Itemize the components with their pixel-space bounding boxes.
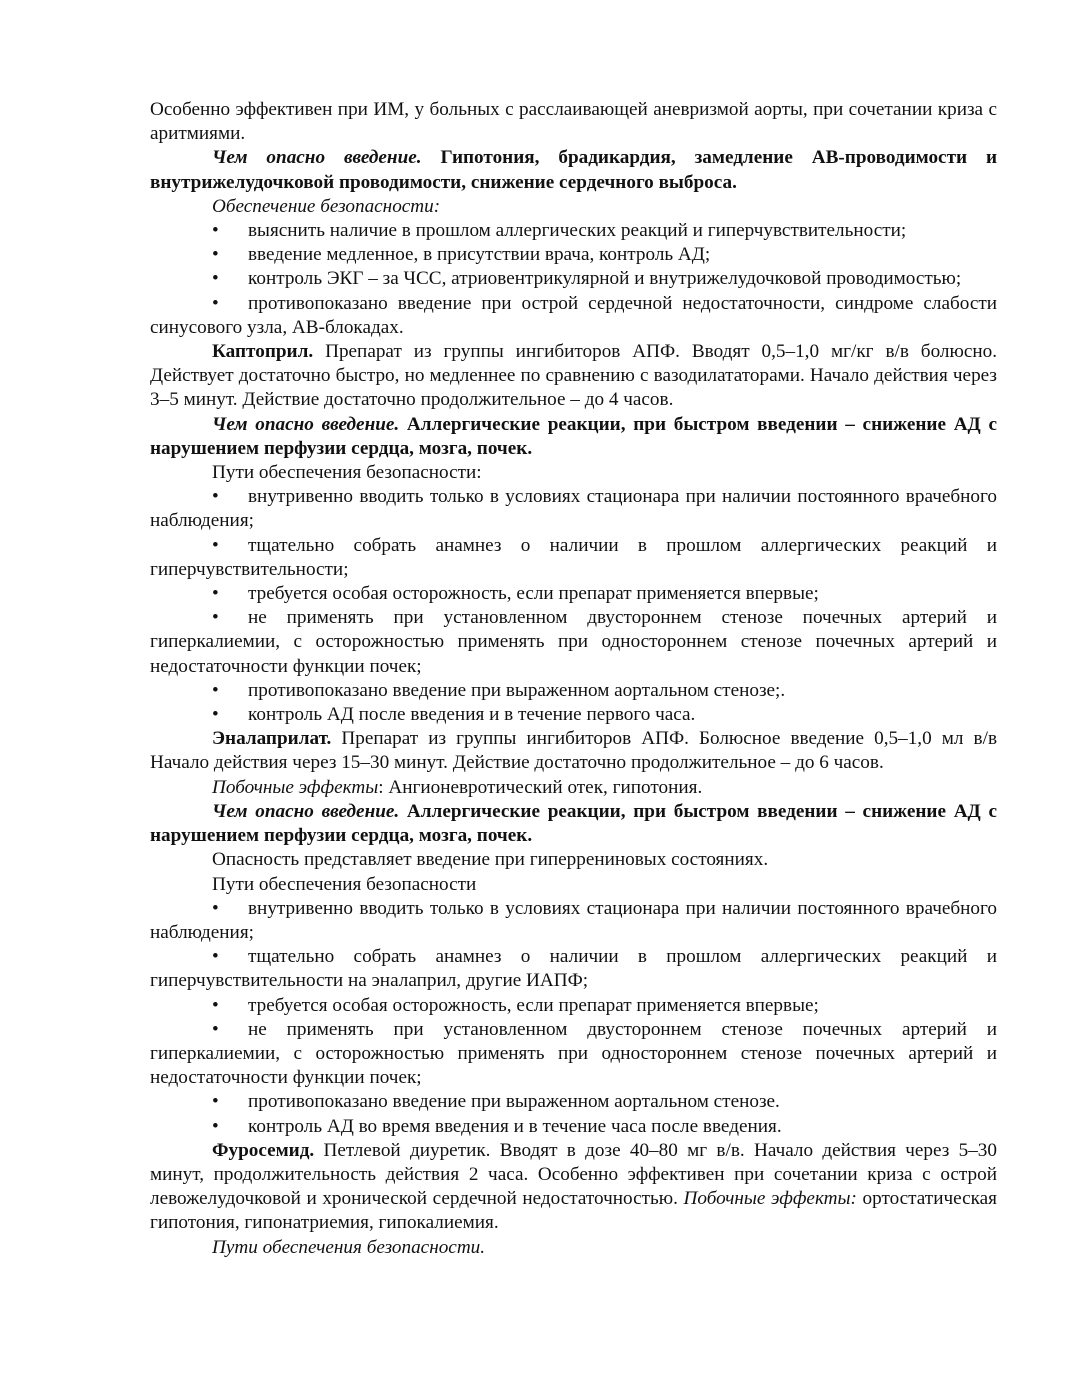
- danger-paragraph: [150, 413, 997, 461]
- list-item: [150, 897, 997, 945]
- list-item: [150, 945, 997, 993]
- side-effects-label: Побочные эффекты: [212, 776, 379, 798]
- list-item-text: внутривенно вводить только в условиях стационара при наличии постоянного врачебного наблюдения;: [150, 897, 997, 943]
- list-item: [150, 243, 997, 267]
- bullet: •: [212, 946, 219, 968]
- side-effects-label: Побочные эффекты:: [683, 1188, 857, 1210]
- danger-text: Гипотония, брадикардия, замедление АВ-проводимости и внутрижелудочковой проводимости, снижение сердечного выброса.: [150, 147, 998, 193]
- side-effects-text: : Ангионевротический отек, гипотония.: [378, 776, 703, 798]
- bullet: •: [212, 486, 219, 508]
- drug-name: Каптоприл.: [212, 341, 314, 363]
- bullet: •: [212, 994, 219, 1016]
- list-item: [150, 485, 997, 533]
- danger-text: Аллергические реакции, при быстром введении – снижение АД с нарушением перфузии сердца, мозга, почек.: [150, 800, 997, 847]
- bullet: •: [212, 292, 219, 314]
- list-item-text: не применять при установленном двустороннем стенозе почечных артерий и гиперкалиемии, с осторожностью применять при одностороннем стенозе почечных артерий и недостаточности функции почек;: [150, 607, 997, 677]
- list-item-text: не применять при установленном двустороннем стенозе почечных артерий и гиперкалиемии, с осторожностью применять при одностороннем стенозе почечных артерий и недостаточности функции почек;: [150, 1018, 997, 1089]
- list-item: [150, 219, 997, 243]
- safety-heading: Пути обеспечения безопасности:: [212, 462, 482, 484]
- paragraph: Опасность представляет введение при гиперрениновых состояниях.: [212, 849, 769, 871]
- danger-lead: Чем опасно введение.: [212, 800, 400, 822]
- safety-heading: Пути обеспечения безопасности.: [212, 1236, 486, 1258]
- danger-paragraph: [150, 146, 997, 194]
- list-item-text: противопоказано введение при выраженном аортальном стенозе;.: [248, 679, 786, 701]
- bullet: •: [212, 897, 219, 919]
- list-item-text: тщательно собрать анамнез о наличии в прошлом аллергических реакций и гиперчувствительности на эналаприл, другие ИАПФ;: [150, 946, 997, 992]
- list-item-text: контроль АД после введения и в течение первого часа.: [248, 704, 696, 726]
- drug-text: Петлевой диуретик. Вводят в дозе 40–80 мг в/в. Начало действия через 5–30 минут, продолжительность действия 2 часа. Особенно эффективен при сочетании криза с острой левожелудочковой и хронической сердечной недостаточностью.: [150, 1139, 997, 1210]
- list-item: [150, 606, 997, 679]
- side-effects: [150, 776, 997, 800]
- list-item: [150, 679, 997, 703]
- safety-heading: Обеспечение безопасности:: [212, 195, 441, 217]
- list-item-text: выяснить наличие в прошлом аллергических реакций и гиперчувствительности;: [248, 220, 907, 242]
- list-item: [150, 703, 997, 727]
- list-item: [150, 267, 997, 291]
- document-page: [150, 98, 997, 1260]
- drug-text: Препарат из группы ингибиторов АПФ. Вводят 0,5–1,0 мг/кг в/в болюсно. Действует достаточно быстро, но медленнее по сравнению с вазодилататорами. Начало действия через 3–5 минут. Действие достаточно продолжительное – до 4 часов.: [150, 341, 997, 411]
- bullet: •: [212, 1091, 219, 1113]
- drug-paragraph: [150, 340, 997, 413]
- safety-heading: Пути обеспечения безопасности: [212, 873, 477, 895]
- danger-lead: Чем опасно введение.: [212, 413, 400, 435]
- bullet: •: [212, 268, 219, 290]
- list-item: [150, 1018, 997, 1091]
- drug-paragraph: [150, 1139, 997, 1236]
- list-item: [150, 994, 997, 1018]
- list-item-text: контроль ЭКГ – за ЧСС, атриовентрикулярной и внутрижелудочковой проводимостью;: [248, 268, 962, 290]
- danger-text: Аллергические реакции, при быстром введении – снижение АД с нарушением перфузии сердца, мозга, почек.: [150, 413, 997, 459]
- danger-lead: Чем опасно введение.: [212, 147, 422, 169]
- drug-text: Препарат из группы ингибиторов АПФ. Болюсное введение 0,5–1,0 мл в/в Начало действия через 15–30 минут. Действие достаточно продолжительное – до 6 часов.: [150, 728, 997, 774]
- bullet: •: [212, 607, 219, 629]
- bullet: •: [212, 583, 219, 605]
- bullet: •: [212, 244, 219, 266]
- list-item: [150, 1090, 997, 1114]
- drug-name: Фуросемид.: [212, 1139, 315, 1161]
- list-item-text: контроль АД во время введения и в течение часа после введения.: [248, 1115, 782, 1137]
- drug-paragraph: [150, 727, 997, 775]
- bullet: •: [212, 679, 219, 701]
- list-item-text: противопоказано введение при выраженном аортальном стенозе.: [248, 1091, 780, 1113]
- list-item-text: противопоказано введение при острой сердечной недостаточности, синдроме слабости синусового узла, АВ-блокадах.: [150, 292, 997, 338]
- list-item-text: требуется особая осторожность, если препарат применяется впервые;: [248, 994, 819, 1016]
- list-item: [150, 582, 997, 606]
- list-item: [150, 1115, 997, 1139]
- list-item-text: тщательно собрать анамнез о наличии в прошлом аллергических реакций и гиперчувствительности;: [150, 534, 997, 580]
- list-item: [150, 292, 997, 340]
- bullet: •: [212, 704, 219, 726]
- list-item-text: внутривенно вводить только в условиях стационара при наличии постоянного врачебного наблюдения;: [150, 486, 997, 532]
- side-effects-text: ортостатическая гипотония, гипонатриемия, гипокалиемия.: [150, 1188, 997, 1234]
- bullet: •: [212, 1018, 219, 1040]
- drug-name: Эналаприлат.: [212, 728, 332, 750]
- list-item-text: требуется особая осторожность, если препарат применяется впервые;: [248, 583, 819, 605]
- bullet: •: [212, 1115, 219, 1137]
- danger-paragraph: [150, 800, 997, 848]
- bullet: •: [212, 534, 219, 556]
- list-item: [150, 534, 997, 582]
- bullet: •: [212, 220, 219, 242]
- paragraph: Особенно эффективен при ИМ, у больных с расслаивающей аневризмой аорты, при сочетании криза с аритмиями.: [150, 99, 997, 145]
- list-item-text: введение медленное, в присутствии врача, контроль АД;: [248, 244, 711, 266]
